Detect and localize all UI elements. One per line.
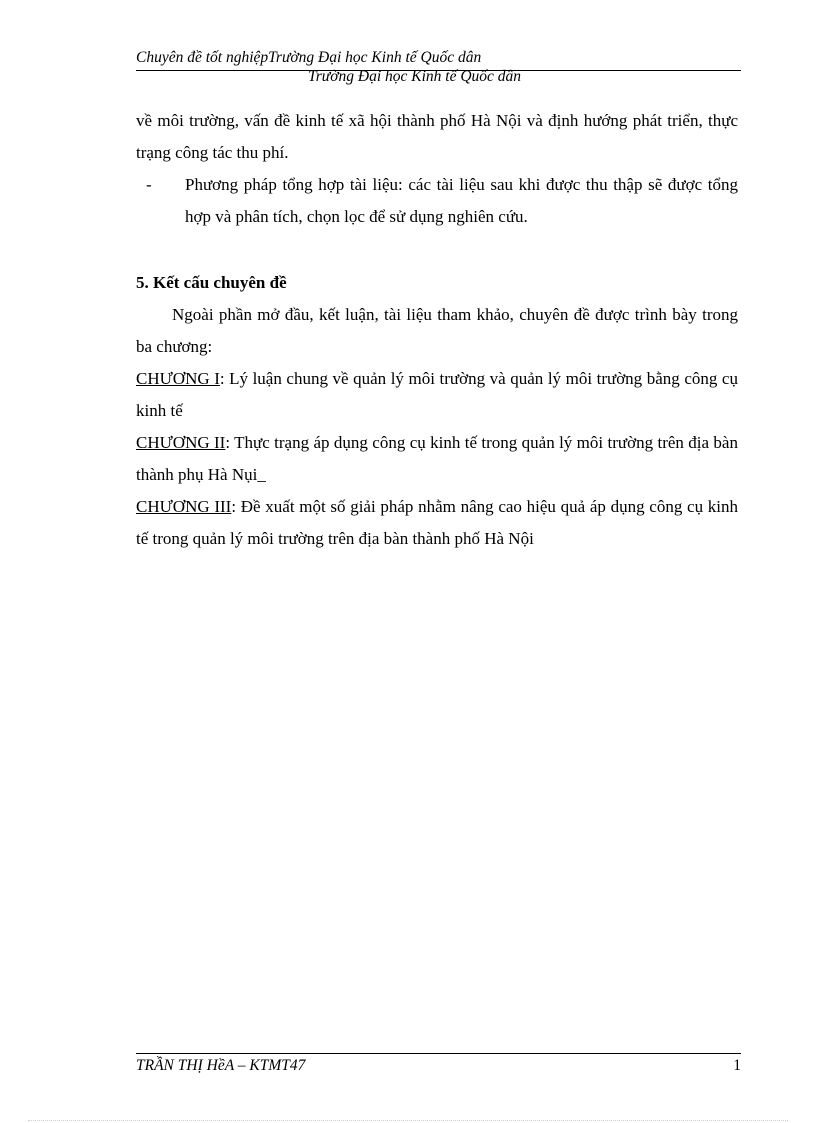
page-body	[136, 105, 738, 555]
bullet-text: Phương pháp tổng hợp tài liệu: các tài liệu sau khi được thu thập sẽ được tổng hợp và phân tích, chọn lọc để sử dụng nghiên cứu.	[185, 175, 738, 226]
chapter-3	[136, 491, 738, 555]
bullet-dash: -	[146, 175, 152, 194]
intro-paragraph: Ngoài phần mở đầu, kết luận, tài liệu tham khảo, chuyên đề được trình bày trong ba chương:	[136, 305, 738, 356]
chapter-1-text: : Lý luận chung về quản lý môi trường và quản lý môi trường bằng công cụ kinh tế	[136, 369, 738, 420]
page-header	[136, 48, 741, 67]
chapter-1-label: CHƯƠNG I	[136, 369, 220, 388]
chapter-3-label: CHƯƠNG III	[136, 497, 232, 516]
paragraph-continuation: về môi trường, vấn đề kinh tế xã hội thành phố Hà Nội và định hướng phát triển, thực trạng công tác thu phí.	[136, 111, 738, 162]
chapter-3-text: : Đề xuất một số giải pháp nhằm nâng cao hiệu quả áp dụng công cụ kinh tế trong quản lý môi trường trên địa bàn thành phố Hà Nội	[136, 497, 738, 548]
page-bottom-border	[28, 1120, 788, 1121]
footer-divider	[136, 1053, 741, 1054]
page-number: 1	[733, 1057, 741, 1074]
chapter-2-text: : Thực trạng áp dụng công cụ kinh tế trong quản lý môi trường trên địa bàn thành phụ Hà Nụi_	[136, 433, 738, 484]
footer-author: TRẦN THỊ HềA – KTMT47	[136, 1057, 306, 1074]
bullet-item	[136, 169, 738, 233]
chapter-2	[136, 427, 738, 491]
chapter-1	[136, 363, 738, 427]
chapter-2-label: CHƯƠNG II	[136, 433, 226, 452]
header-subtitle: Trường Đại học Kinh tế Quốc dân	[308, 68, 522, 85]
section-heading: 5. Kết cấu chuyên đề	[136, 273, 287, 292]
header-title: Chuyên đề tốt nghiệpTrường Đại học Kinh tế Quốc dân	[136, 49, 482, 66]
